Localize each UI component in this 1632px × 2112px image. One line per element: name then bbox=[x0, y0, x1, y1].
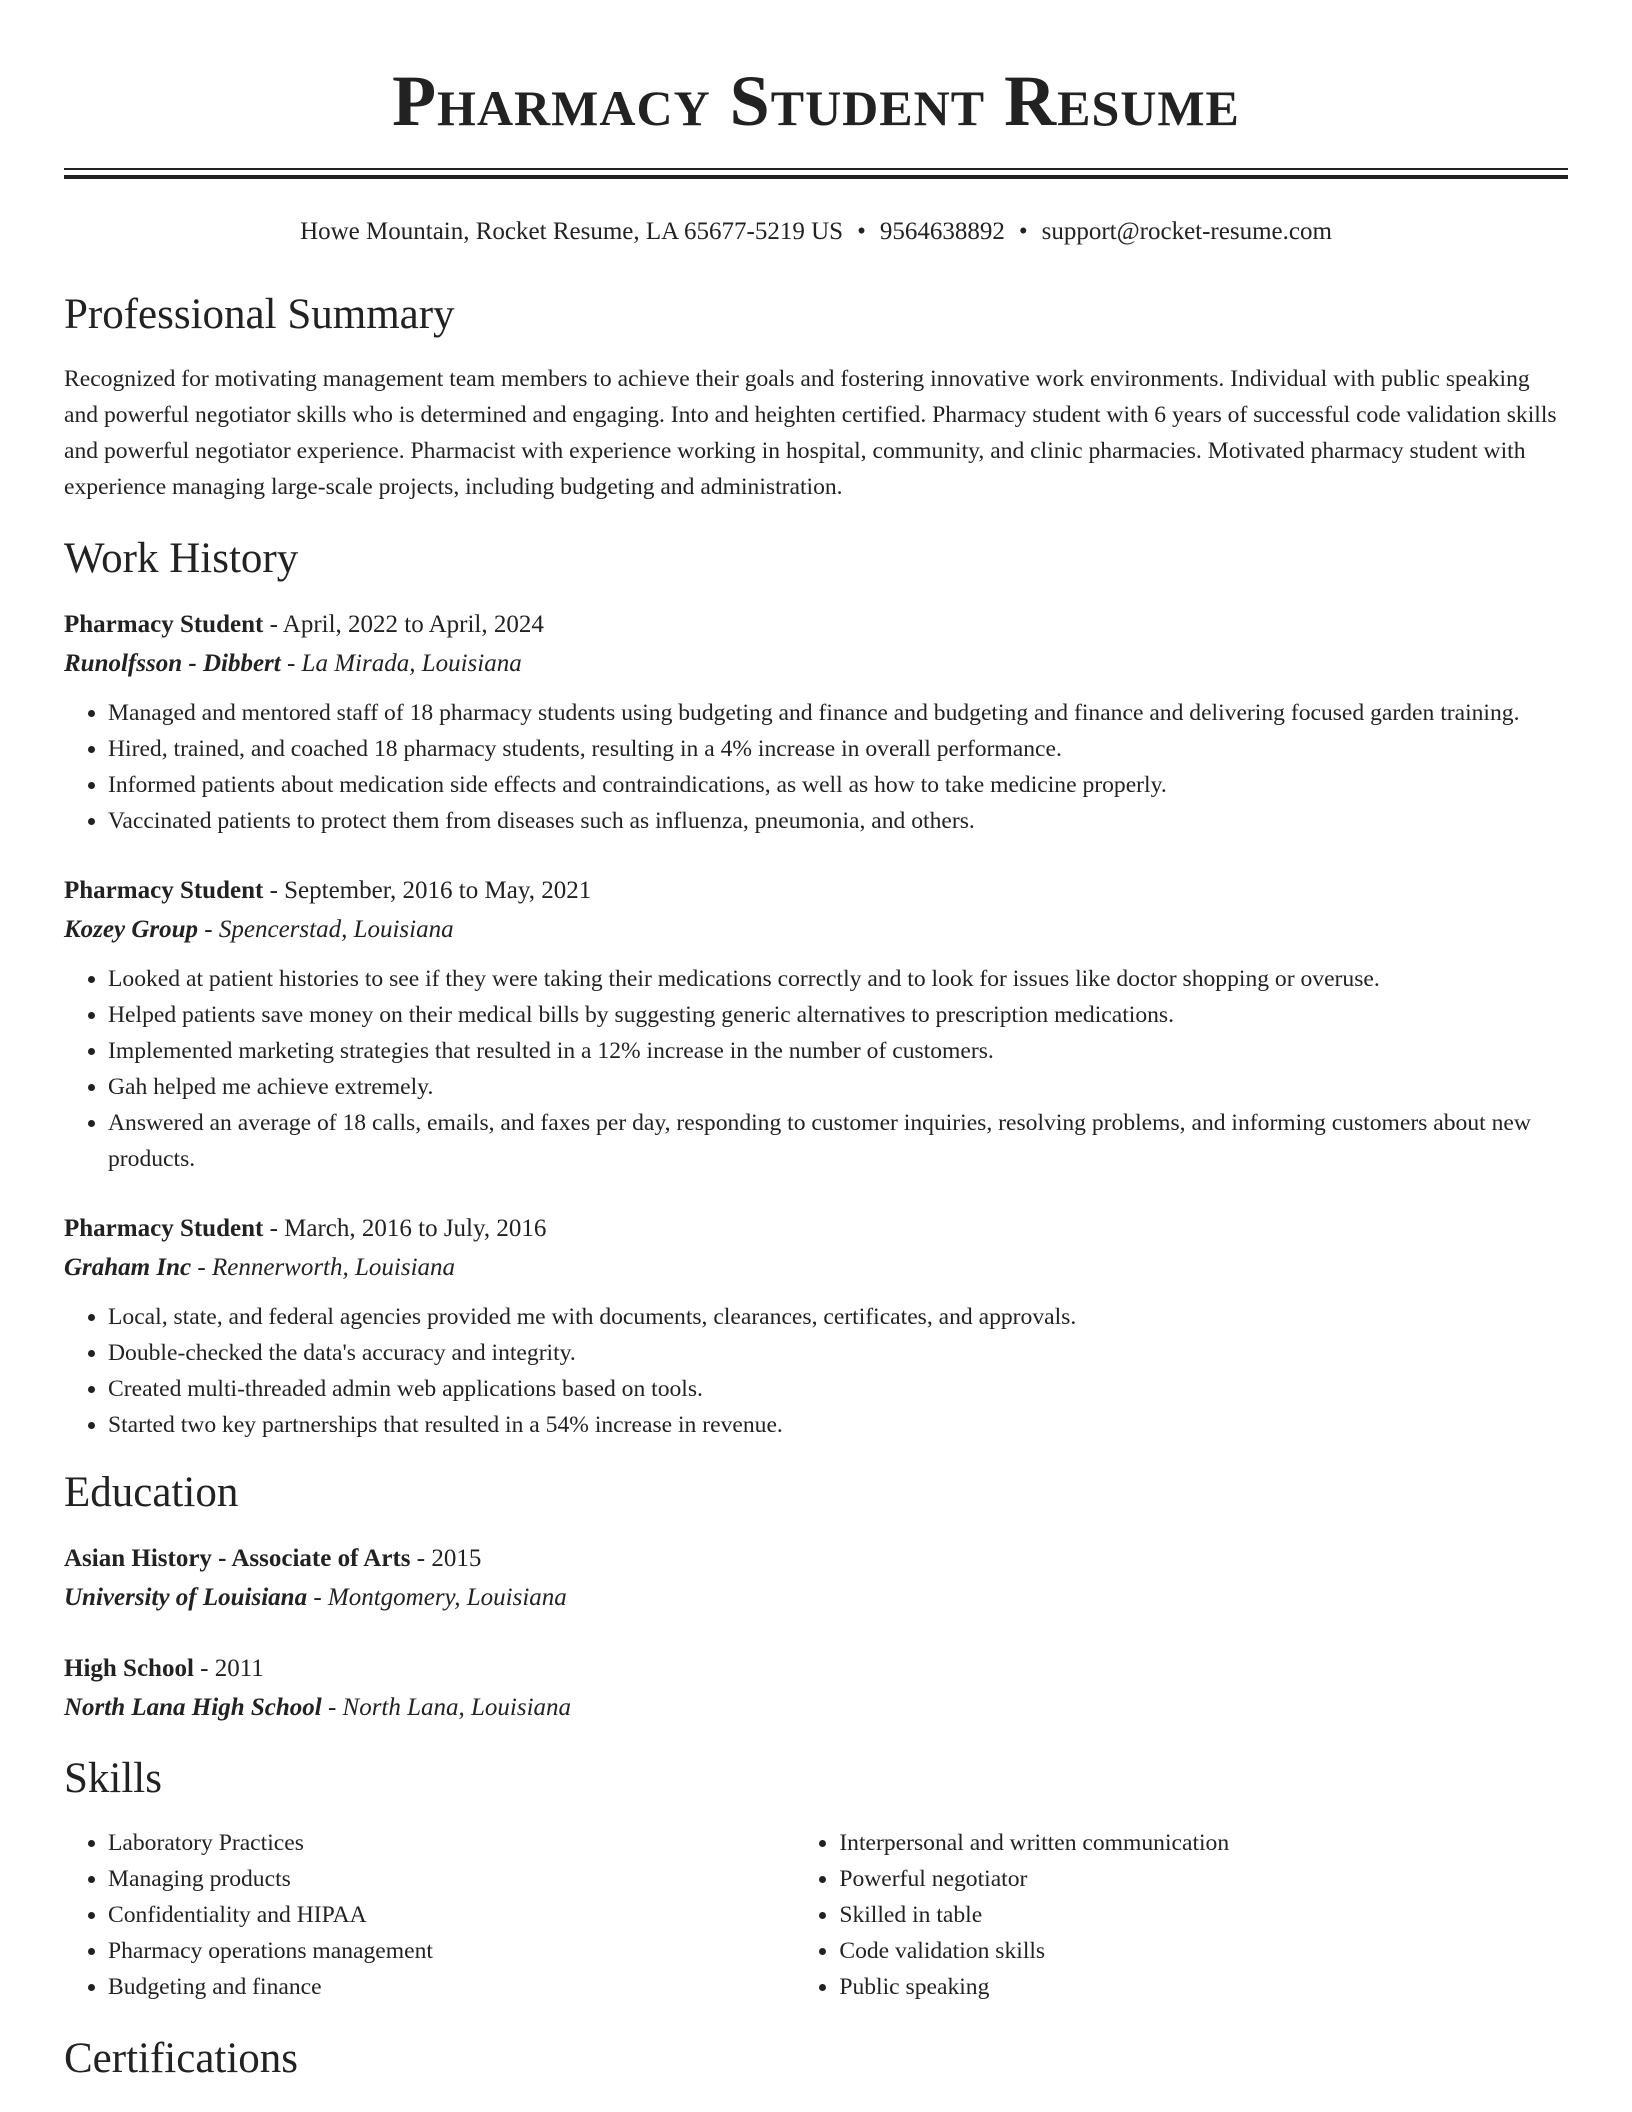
job-entry bbox=[64, 871, 1568, 1177]
job-location: - Rennerworth, Louisiana bbox=[191, 1254, 456, 1281]
job-bullets bbox=[64, 695, 1568, 839]
education-degree: High School bbox=[64, 1655, 194, 1682]
list-item: • Managing products bbox=[108, 1861, 795, 1897]
list-item: • Pharmacy operations management bbox=[108, 1933, 795, 1969]
list-item: • Started two key partnerships that resulted in a 54% increase in revenue. bbox=[108, 1407, 1568, 1443]
list-item: • Hired, trained, and coached 18 pharmacy students, resulting in a 4% increase in overall performance. bbox=[108, 731, 1568, 767]
job-company-line bbox=[64, 644, 1568, 683]
list-item: • Laboratory Practices bbox=[108, 1825, 795, 1861]
skills-column-left bbox=[64, 1825, 795, 2005]
contact-address: Howe Mountain, Rocket Resume, LA 65677-5219 US bbox=[300, 218, 844, 245]
job-location: - La Mirada, Louisiana bbox=[280, 650, 522, 677]
summary-text: Recognized for motivating management team members to achieve their goals and fostering innovative work environments. Individual with public speaking and powerful negotiator skills who is determined and engaging. Into and heighten certified. Pharmacy student with 6 years of successful code validation skills and powerful negotiator experience. Pharmacist with experience working in hospital, community, and clinic pharmacies. Motivated pharmacy student with experience managing large-scale projects, including budgeting and administration. bbox=[64, 366, 1557, 500]
skills-column-right bbox=[795, 1825, 1568, 2005]
list-item: • Answered an average of 18 calls, emails, and faxes per day, responding to customer inquiries, resolving problems, and informing customers about new products. bbox=[108, 1105, 1568, 1177]
job-title-line bbox=[64, 871, 1568, 910]
job-entry bbox=[64, 1209, 1568, 1443]
list-item: • Looked at patient histories to see if they were taking their medications correctly and to look for issues like doctor shopping or overuse. bbox=[108, 961, 1568, 997]
contact-phone: 9564638892 bbox=[879, 218, 1005, 245]
education-entry bbox=[64, 1539, 1568, 1617]
list-item: • Local, state, and federal agencies provided me with documents, clearances, certificates, and approvals. bbox=[108, 1299, 1568, 1335]
title-divider bbox=[64, 168, 1568, 179]
education-school-line bbox=[64, 1688, 1568, 1727]
job-company: Runolfsson - Dibbert bbox=[64, 650, 281, 677]
contact-separator: • bbox=[1018, 218, 1028, 245]
job-title-line bbox=[64, 605, 1568, 644]
job-bullets bbox=[64, 961, 1568, 1177]
list-item: • Gah helped me achieve extremely. bbox=[108, 1069, 1568, 1105]
job-company-line bbox=[64, 1248, 1568, 1287]
list-item: • Confidentiality and HIPAA bbox=[108, 1897, 795, 1933]
summary-heading: Professional Summary bbox=[64, 291, 455, 338]
list-item: • Budgeting and finance bbox=[108, 1969, 795, 2005]
education-school: University of Louisiana bbox=[64, 1584, 308, 1611]
list-item: • Helped patients save money on their medical bills by suggesting generic alternatives to prescription medications. bbox=[108, 997, 1568, 1033]
contact-separator: • bbox=[857, 218, 866, 245]
list-item: • Vaccinated patients to protect them from diseases such as influenza, pneumonia, and others. bbox=[108, 803, 1568, 839]
list-item: • Powerful negotiator bbox=[839, 1861, 1568, 1897]
job-company: Kozey Group bbox=[64, 916, 199, 943]
education-location: - North Lana, Louisiana bbox=[321, 1694, 572, 1721]
job-entry bbox=[64, 605, 1568, 839]
page-title: Pharmacy Student Resume bbox=[392, 61, 1240, 141]
education-year: - 2015 bbox=[410, 1545, 482, 1572]
job-dates: - March, 2016 to July, 2016 bbox=[263, 1215, 547, 1242]
contact-line bbox=[64, 215, 1568, 249]
certifications-heading: Certifications bbox=[64, 2035, 299, 2082]
job-company: Graham Inc bbox=[64, 1254, 192, 1281]
list-item: • Informed patients about medication side effects and contraindications, as well as how to take medicine properly. bbox=[108, 767, 1568, 803]
job-title: Pharmacy Student bbox=[64, 611, 264, 638]
skills-list bbox=[64, 1825, 1568, 2005]
education-heading: Education bbox=[64, 1469, 239, 1516]
resume-page bbox=[64, 0, 1568, 2085]
education-entry bbox=[64, 1649, 1568, 1727]
job-title: Pharmacy Student bbox=[64, 877, 264, 904]
skills-heading: Skills bbox=[64, 1755, 162, 1802]
job-company-line bbox=[64, 910, 1568, 949]
list-item: • Skilled in table bbox=[839, 1897, 1568, 1933]
education-degree-line bbox=[64, 1649, 1568, 1688]
list-item: • Code validation skills bbox=[839, 1933, 1568, 1969]
education-degree-line bbox=[64, 1539, 1568, 1578]
job-bullets bbox=[64, 1299, 1568, 1443]
education-school-line bbox=[64, 1578, 1568, 1617]
education-degree: Asian History - Associate of Arts bbox=[64, 1545, 411, 1572]
list-item: • Double-checked the data's accuracy and integrity. bbox=[108, 1335, 1568, 1371]
list-item: • Created multi-threaded admin web applications based on tools. bbox=[108, 1371, 1568, 1407]
list-item: • Public speaking bbox=[839, 1969, 1568, 2005]
job-title: Pharmacy Student bbox=[64, 1215, 264, 1242]
job-dates: - April, 2022 to April, 2024 bbox=[263, 611, 544, 638]
job-location: - Spencerstad, Louisiana bbox=[198, 916, 454, 943]
education-year: - 2011 bbox=[193, 1655, 264, 1682]
contact-email: support@rocket-resume.com bbox=[1041, 218, 1332, 245]
education-school: North Lana High School bbox=[64, 1694, 322, 1721]
education-location: - Montgomery, Louisiana bbox=[307, 1584, 567, 1611]
job-title-line bbox=[64, 1209, 1568, 1248]
list-item: • Interpersonal and written communication bbox=[839, 1825, 1568, 1861]
list-item: • Managed and mentored staff of 18 pharmacy students using budgeting and finance and budgeting and finance and delivering focused garden training. bbox=[108, 695, 1568, 731]
list-item: • Implemented marketing strategies that resulted in a 12% increase in the number of customers. bbox=[108, 1033, 1568, 1069]
job-dates: - September, 2016 to May, 2021 bbox=[263, 877, 592, 904]
work-history-heading: Work History bbox=[64, 535, 299, 582]
